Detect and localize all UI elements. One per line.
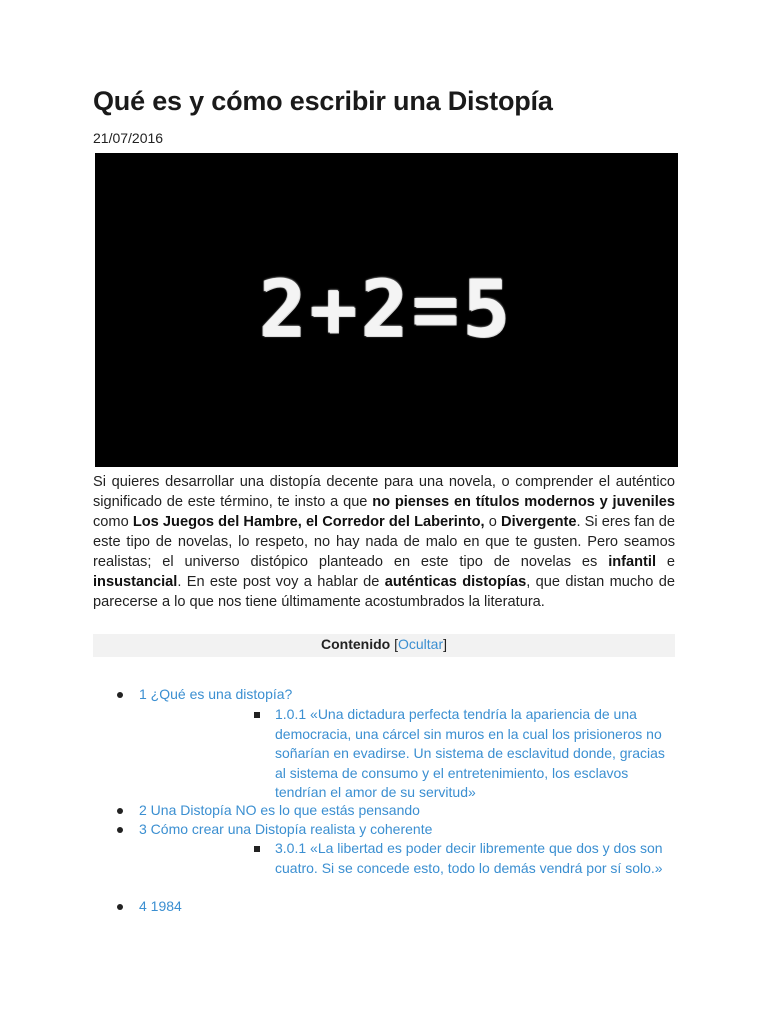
- table-of-contents: [93, 634, 675, 657]
- toc-link-3-0-1[interactable]: 3.0.1 «La libertad es poder decir libremente que dos y dos son cuatro. Si se concede esto, todo lo demás vendrá por sí solo.»: [275, 840, 663, 876]
- square-bullet-icon: [254, 846, 260, 852]
- intro-bold-1: no pienses en títulos modernos y juveniles: [372, 494, 675, 510]
- list-item: [139, 685, 639, 705]
- toc-toggle-link[interactable]: Ocultar: [397, 636, 444, 652]
- intro-bold-2: Los Juegos del Hambre, el Corredor del Laberinto,: [132, 514, 485, 530]
- intro-bold-4: infantil: [608, 554, 657, 570]
- intro-text-4: . Si eres fan de este tipo de novelas, lo respeto, no hay nada de malo en que te gusten. Pero seamos realistas; el universo distópico planteado en este tipo de novelas es: [93, 514, 676, 570]
- bullet-icon: [117, 692, 123, 698]
- list-item: [275, 705, 671, 803]
- toc-bracket-close: ]: [443, 636, 447, 652]
- page-title: Qué es y cómo escribir una Distopía: [93, 86, 553, 116]
- list-item: [139, 801, 639, 821]
- toc-link-4[interactable]: 4 1984: [139, 898, 182, 914]
- list-item: [139, 897, 639, 917]
- intro-text-2: como: [93, 514, 133, 530]
- list-item: [139, 820, 639, 840]
- intro-text-5: e: [656, 554, 675, 570]
- list-item: [275, 839, 671, 878]
- toc-bracket-open: [: [390, 636, 398, 652]
- toc-link-3[interactable]: 3 Cómo crear una Distopía realista y coherente: [139, 821, 433, 837]
- toc-header: [93, 634, 675, 655]
- intro-bold-5: insustancial: [93, 574, 178, 590]
- post-date: 21/07/2016: [93, 130, 164, 146]
- square-bullet-icon: [254, 712, 260, 718]
- hero-image: [95, 153, 678, 467]
- intro-text-3: o: [484, 514, 502, 530]
- intro-text-1: Si quieres desarrollar una distopía decente para una novela, o comprender el auténtico significado de este término, te insto a que: [93, 474, 675, 510]
- hero-equation-text: 2+2=5: [259, 265, 514, 355]
- toc-title: Contenido: [320, 636, 391, 652]
- bullet-icon: [117, 808, 123, 814]
- intro-bold-3: Divergente: [501, 514, 577, 530]
- intro-paragraph: [93, 472, 675, 612]
- toc-link-2[interactable]: 2 Una Distopía NO es lo que estás pensando: [139, 802, 420, 818]
- intro-bold-6: auténticas distopías: [384, 574, 527, 590]
- bullet-icon: [117, 904, 123, 910]
- bullet-icon: [117, 827, 123, 833]
- intro-text-7: , que distan mucho de parecerse a lo que nos tiene últimamente acostumbrados la literatura.: [93, 574, 675, 610]
- toc-link-1-0-1[interactable]: 1.0.1 «Una dictadura perfecta tendría la apariencia de una democracia, una cárcel sin muros en la cual los prisioneros no soñarían en evadirse. Un sistema de esclavitud donde, gracias al sistema de consumo y el entretenimiento, los esclavos tendrían el amor de su servitud»: [275, 706, 665, 800]
- toc-link-1[interactable]: 1 ¿Qué es una distopía?: [139, 686, 293, 702]
- intro-text-6: . En este post voy a hablar de: [177, 574, 385, 590]
